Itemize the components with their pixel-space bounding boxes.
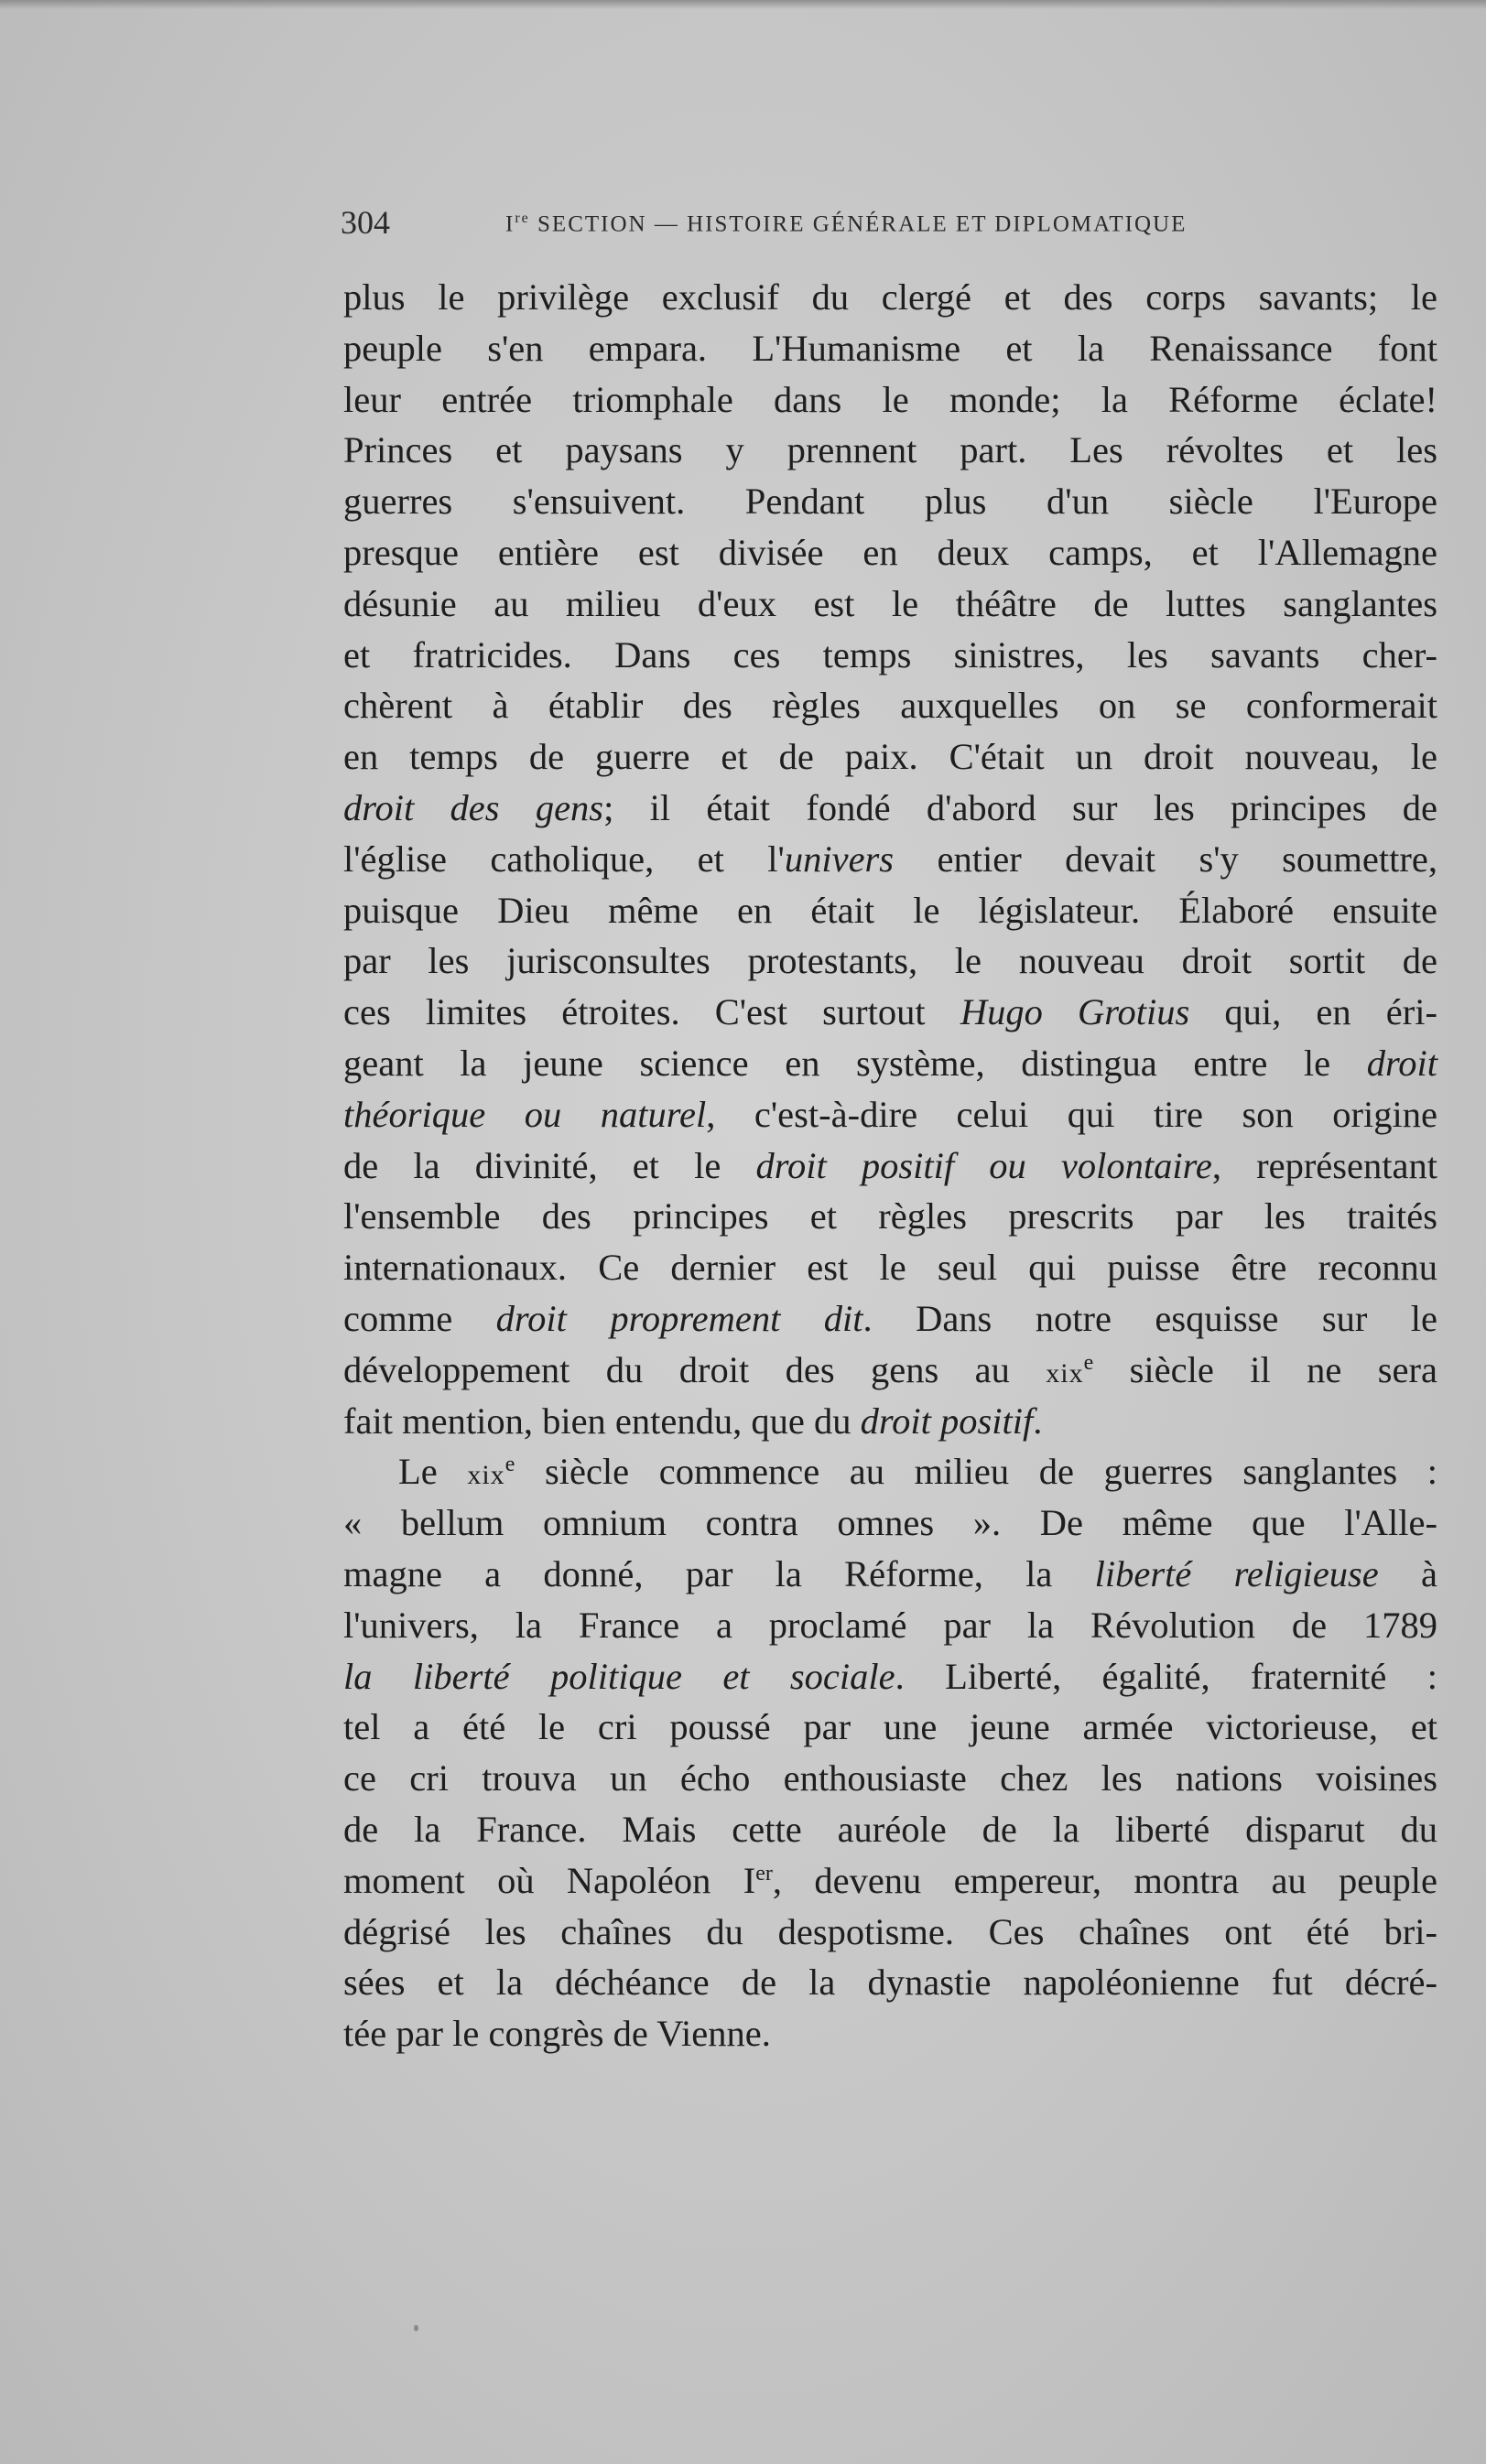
italic-text: droit positif xyxy=(860,1400,1034,1442)
section-prefix: I xyxy=(505,211,515,237)
text-line: Le xix$^e$ siècle commence au milieu de guerres sanglantes : xyxy=(398,1451,1437,1493)
text-line: puisque Dieu même en était le législateur. Élaboré ensuite xyxy=(343,889,1437,931)
running-head xyxy=(341,203,1274,249)
italic-text: droit proprement dit xyxy=(495,1297,863,1339)
text-line: plus le privilège exclusif du clergé et des corps savants; le xyxy=(343,276,1437,318)
text-line: moment où Napoléon Ier, devenu empereur, montra au peuple xyxy=(343,1859,1437,1901)
italic-text: droit des gens xyxy=(343,786,604,828)
superscript: e xyxy=(1083,1350,1094,1375)
section-prefix-sup: re xyxy=(515,211,530,226)
text-line: désunie au milieu d'eux est le théâtre de luttes sanglantes xyxy=(343,582,1437,624)
text-line: de la divinité, et le droit positif ou volontaire, représentant xyxy=(343,1144,1437,1186)
text-line: théorique ou naturel, c'est-à-dire celui qui tire son origine xyxy=(343,1093,1437,1135)
text-line: par les jurisconsultes protestants, le nouveau droit sortit de xyxy=(343,940,1437,982)
text-line: l'univers, la France a proclamé par la Révolution de 1789 xyxy=(343,1604,1437,1646)
paragraph-1 xyxy=(343,272,1437,1446)
text-line: magne a donné, par la Réforme, la liberté religieuse à xyxy=(343,1552,1437,1594)
italic-text: univers xyxy=(784,838,895,880)
italic-text: droit positif ou volontaire xyxy=(755,1144,1212,1186)
page-number: 304 xyxy=(341,204,390,241)
text-line: internationaux. Ce dernier est le seul qui puisse être reconnu xyxy=(343,1247,1437,1289)
small-caps-numeral: xix xyxy=(467,1460,505,1491)
text-line: l'ensemble des principes et règles prescrits par les traités xyxy=(343,1195,1437,1237)
text-line: presque entière est divisée en deux camps, et l'Allemagne xyxy=(343,531,1437,573)
paragraph-2 xyxy=(343,1446,1437,2059)
italic-text: liberté religieuse xyxy=(1094,1552,1379,1594)
text-line: leur entrée triomphale dans le monde; la Réforme éclate! xyxy=(343,378,1437,420)
text-line: sées et la déchéance de la dynastie napoléonienne fut décré- xyxy=(343,1961,1437,2004)
text-line: Princes et paysans y prennent part. Les révoltes et les xyxy=(343,429,1437,471)
page-top-edge-shadow xyxy=(0,0,1486,9)
text-line: développement du droit des gens au xix$^e$ siècle il ne sera xyxy=(343,1348,1437,1390)
text-line: dégrisé les chaînes du despotisme. Ces chaînes ont été bri- xyxy=(343,1910,1437,1952)
text-line: « bellum omnium contra omnes ». De même que l'Alle- xyxy=(343,1502,1437,1544)
text-line: de la France. Mais cette auréole de la liberté disparut du xyxy=(343,1808,1437,1850)
text-line: guerres s'ensuivent. Pendant plus d'un siècle l'Europe xyxy=(343,481,1437,523)
section-title xyxy=(505,211,1187,237)
small-caps-numeral: xix xyxy=(1046,1357,1084,1389)
body-text xyxy=(343,272,1437,2059)
section-title-text: SECTION — HISTOIRE GÉNÉRALE ET DIPLOMATIQUE xyxy=(529,211,1188,237)
italic-text: droit xyxy=(1366,1042,1437,1084)
text-line: geant la jeune science en système, distingua entre le droit xyxy=(343,1042,1437,1084)
superscript: e xyxy=(504,1453,515,1477)
text-line: tée par le congrès de Vienne. xyxy=(343,2013,771,2055)
text-line: peuple s'en empara. L'Humanisme et la Renaissance font xyxy=(343,327,1437,369)
italic-text: Hugo Grotius xyxy=(960,991,1190,1033)
italic-text: théorique ou naturel xyxy=(343,1093,707,1135)
superscript: er xyxy=(755,1861,773,1886)
text-line: comme droit proprement dit. Dans notre esquisse sur le xyxy=(343,1297,1437,1339)
italic-text: la liberté politique et sociale xyxy=(343,1655,895,1697)
text-line: chèrent à établir des règles auxquelles on se conformerait xyxy=(343,685,1437,727)
text-line: la liberté politique et sociale. Liberté, égalité, fraternité : xyxy=(343,1655,1438,1697)
text-line: droit des gens; il était fondé d'abord sur les principes de xyxy=(343,786,1437,828)
text-line: en temps de guerre et de paix. C'était un droit nouveau, le xyxy=(343,736,1437,778)
text-line: ces limites étroites. C'est surtout Hugo Grotius qui, en éri- xyxy=(343,991,1437,1033)
text-line: et fratricides. Dans ces temps sinistres, les savants cher- xyxy=(343,633,1437,675)
text-line: fait mention, bien entendu, que du droit positif. xyxy=(343,1400,1043,1442)
text-line: tel a été le cri poussé par une jeune armée victorieuse, et xyxy=(343,1706,1437,1748)
text-line: l'église catholique, et l'univers entier devait s'y soumettre, xyxy=(343,838,1438,880)
paper-speck xyxy=(414,2325,418,2331)
text-line: ce cri trouva un écho enthousiaste chez les nations voisines xyxy=(343,1757,1437,1799)
